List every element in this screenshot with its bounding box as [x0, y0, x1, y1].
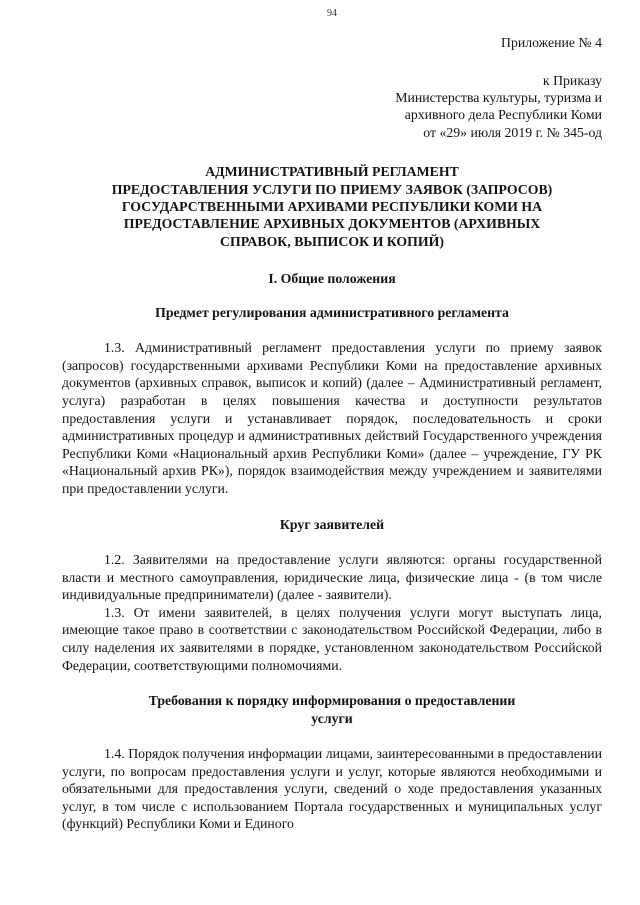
order-reference-line: к Приказу	[542, 72, 602, 88]
document-title-line: ПРЕДОСТАВЛЕНИЯ УСЛУГИ ПО ПРИЕМУ ЗАЯВОК (ЗАПРОСОВ)	[111, 181, 553, 197]
order-reference-line: Министерства культуры, туризма и	[395, 90, 602, 105]
document-title-line: СПРАВОК, ВЫПИСОК И КОПИЙ)	[220, 233, 444, 249]
paragraph-1-2-applicants: 1.2. Заявителями на предоставление услуги являются: органы государственной власти и местного самоуправления, юридические лица, физические лица - (в том числе индивидуальные предприниматели) (далее - заявители).	[62, 552, 602, 603]
paragraph-1-3-representatives: 1.3. От имени заявителей, в целях получения услуги могут выступать лица, имеющие такое право в соответствии с законодательством Российской Федерации, либо в силу наделения их заявителями в порядке, установленном законодательством Российской Федерации, соответствующими полномочиями.	[62, 604, 602, 673]
subsection-heading-applicants: Круг заявителей	[279, 516, 385, 532]
document-title-line: ГОСУДАРСТВЕННЫМИ АРХИВАМИ РЕСПУБЛИКИ КОМИ НА	[121, 199, 543, 215]
page-number: 94	[327, 8, 337, 19]
appendix-label: Приложение № 4	[500, 35, 602, 50]
order-reference	[62, 72, 602, 142]
document-title	[62, 163, 602, 250]
paragraph-1-4-information: 1.4. Порядок получения информации лицами, заинтересованными в предоставлении услуги, по вопросам предоставления услуги и услуг, которые являются необходимыми и обязательными для предоставления услуги, сведений о ходе предоставления указанных услуг, в том числе с использованием Портала государственных и муниципальных услуг (функций) Республики Коми и Единого	[62, 745, 602, 832]
subsection-heading-line: Требования к порядку информирования о предоставлении	[148, 693, 516, 709]
subsection-heading-line: услуги	[311, 710, 353, 726]
order-reference-line: от «29» июля 2019 г. № 345-од	[423, 124, 602, 140]
paragraph-1-3-purpose: 1.3. Административный регламент предоставления услуги по приему заявок (запросов) государственными архивами Республики Коми на предоставление архивных документов (архивных справок, выписок и копий) (далее – Административный регламент, услуга) разработан в целях повышения качества и доступности результатов предоставления услуги и устанавливает порядок, последовательность и сроки административных процедур и административных действий Государственного учреждения Республики Коми «Национальный архив Республики Коми» (далее – учреждение, ГУ РК «Национальный архив РК»), порядок взаимодействия между учреждением и заявителями при предоставлении услуги.	[62, 340, 602, 496]
document-title-line: АДМИНИСТРАТИВНЫЙ РЕГЛАМЕНТ	[205, 164, 459, 180]
subsection-heading-subject: Предмет регулирования административного регламента	[155, 304, 509, 320]
section-heading-general: I. Общие положения	[268, 271, 396, 287]
subsection-heading-information	[62, 692, 602, 727]
order-reference-line: архивного дела Республики Коми	[404, 107, 602, 123]
document-title-line: ПРЕДОСТАВЛЕНИЕ АРХИВНЫХ ДОКУМЕНТОВ (АРХИВНЫХ	[123, 216, 541, 232]
